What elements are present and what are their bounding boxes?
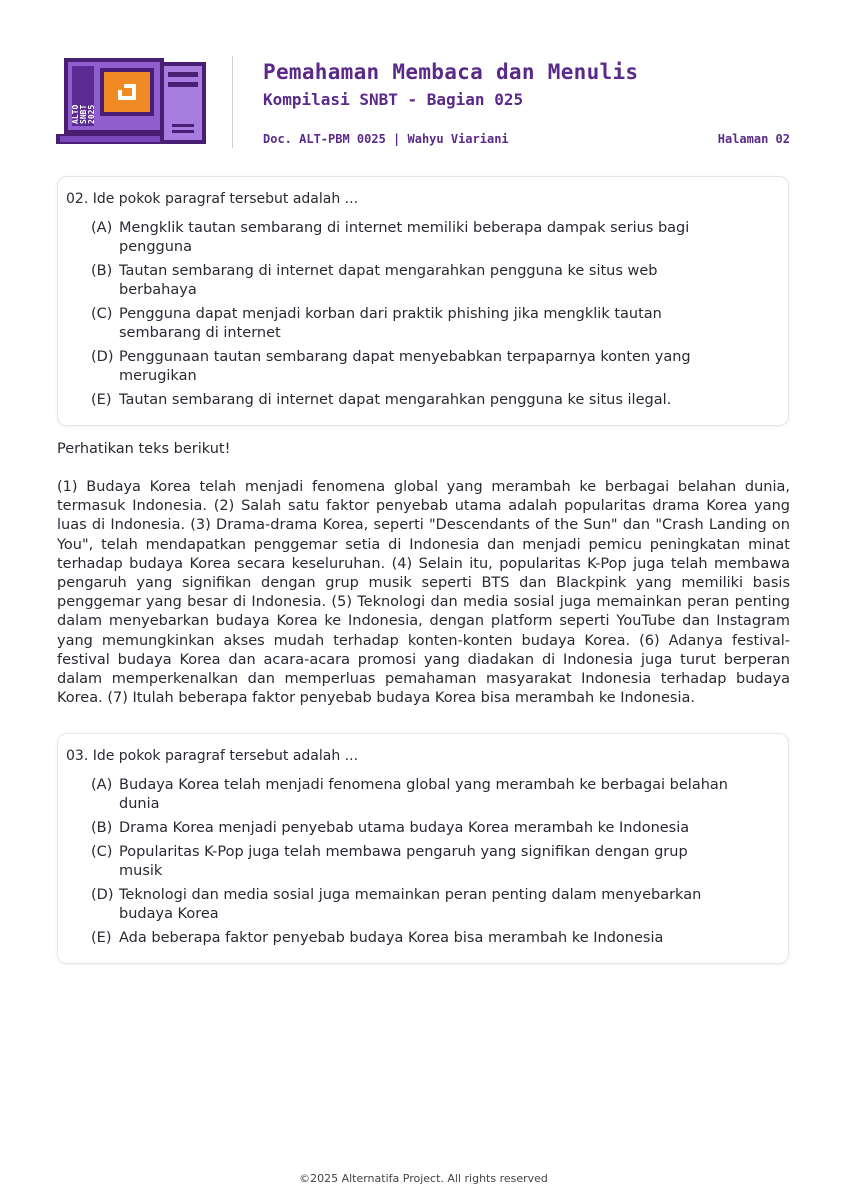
option-text: Tautan sembarang di internet dapat mengarahkan pengguna ke situs web berbahaya bbox=[119, 263, 658, 298]
option-text: Tautan sembarang di internet dapat mengarahkan pengguna ke situs ilegal. bbox=[119, 392, 672, 408]
page-header bbox=[56, 56, 790, 148]
option-text: Pengguna dapat menjadi korban dari praktik phishing jika mengklik tautan sembarang di internet bbox=[119, 306, 662, 341]
answer-option-b[interactable] bbox=[91, 262, 731, 300]
header-meta bbox=[263, 132, 790, 146]
document-id: Doc. ALT-PBM 0025 | Wahyu Viariani bbox=[263, 132, 509, 146]
page-title: Pemahaman Membaca dan Menulis bbox=[263, 60, 639, 84]
answer-option-c[interactable] bbox=[91, 305, 731, 343]
retro-computer-logo-icon bbox=[56, 58, 208, 146]
option-label: (C) bbox=[91, 306, 113, 322]
option-text: Mengklik tautan sembarang di internet memiliki beberapa dampak serius bagi pengguna bbox=[119, 220, 690, 255]
svg-text:2025 bbox=[87, 105, 96, 124]
answer-option-a[interactable] bbox=[91, 776, 731, 814]
reading-instruction: Perhatikan teks berikut! bbox=[57, 441, 231, 457]
option-label: (C) bbox=[91, 844, 113, 860]
header-divider bbox=[232, 56, 233, 148]
reading-passage: (1) Budaya Korea telah menjadi fenomena global yang merambah ke berbagai belahan dunia, termasuk Indonesia. (2) Salah satu faktor penyebab utama adalah popularitas drama Korea yang luas di Indonesia. (3) Drama-drama Korea, seperti "Descendants of the Sun" dan "Crash Landing on You", telah mendapatkan penggemar setia di Indonesia dan menjadi pemicu peningkatan minat terhadap budaya Korea secara keseluruhan. (4) Selain itu, popularitas K-Pop juga telah membawa pengaruh yang signifikan dengan grup musik seperti BTS dan Blackpink yang memiliki basis penggemar yang besar di Indonesia. (5) Teknologi dan media sosial juga memainkan peran penting dalam menyebarkan budaya Korea ke Indonesia, dengan platform seperti YouTube dan Instagram yang memungkinkan akses mudah terhadap konten-konten budaya Korea. (6) Adanya festival-festival budaya Korea dan acara-acara promosi yang diadakan di Indonesia juga turut berperan dalam memperkenalkan dan memperluas pemahaman masyarakat Indonesia terhadap budaya Korea. (7) Itulah beberapa faktor penyebab budaya Korea bisa merambah ke Indonesia. bbox=[57, 479, 790, 707]
logo-text-line-2: SNBT bbox=[79, 104, 88, 124]
answer-option-c[interactable] bbox=[91, 843, 731, 881]
option-label: (E) bbox=[91, 392, 112, 408]
option-label: (B) bbox=[91, 263, 113, 279]
answer-option-d[interactable] bbox=[91, 348, 731, 386]
option-text: Penggunaan tautan sembarang dapat menyebabkan terpaparnya konten yang merugikan bbox=[119, 349, 691, 384]
option-label: (E) bbox=[91, 930, 112, 946]
answer-option-a[interactable] bbox=[91, 219, 731, 257]
question-card-03 bbox=[57, 733, 789, 964]
option-text: Ada beberapa faktor penyebab budaya Korea bisa merambah ke Indonesia bbox=[119, 930, 664, 946]
question-stem: 03. Ide pokok paragraf tersebut adalah ... bbox=[66, 748, 359, 764]
header-titles bbox=[263, 60, 790, 146]
option-text: Teknologi dan media sosial juga memainkan peran penting dalam menyebarkan budaya Korea bbox=[119, 887, 702, 922]
page-number: Halaman 02 bbox=[717, 132, 790, 146]
copyright-footer: ©2025 Alternatifa Project. All rights reserved bbox=[299, 1172, 548, 1185]
question-card-02 bbox=[57, 176, 789, 426]
answer-option-d[interactable] bbox=[91, 886, 731, 924]
option-label: (B) bbox=[91, 820, 113, 836]
logo-text-line-1: ALTO bbox=[71, 104, 80, 124]
option-label: (A) bbox=[91, 777, 113, 793]
page-subtitle: Kompilasi SNBT - Bagian 025 bbox=[263, 90, 524, 109]
option-text: Drama Korea menjadi penyebab utama budaya Korea merambah ke Indonesia bbox=[119, 820, 690, 836]
logo-text-line-3: 2025 bbox=[87, 104, 96, 124]
option-text: Popularitas K-Pop juga telah membawa pengaruh yang signifikan dengan grup musik bbox=[119, 844, 688, 879]
option-label: (A) bbox=[91, 220, 113, 236]
answer-option-b[interactable] bbox=[91, 819, 731, 838]
answer-option-e[interactable] bbox=[91, 929, 731, 948]
question-stem: 02. Ide pokok paragraf tersebut adalah ... bbox=[66, 191, 359, 207]
answer-option-e[interactable] bbox=[91, 391, 731, 410]
option-label: (D) bbox=[91, 349, 114, 365]
option-text: Budaya Korea telah menjadi fenomena global yang merambah ke berbagai belahan dunia bbox=[119, 777, 728, 812]
option-label: (D) bbox=[91, 887, 114, 903]
